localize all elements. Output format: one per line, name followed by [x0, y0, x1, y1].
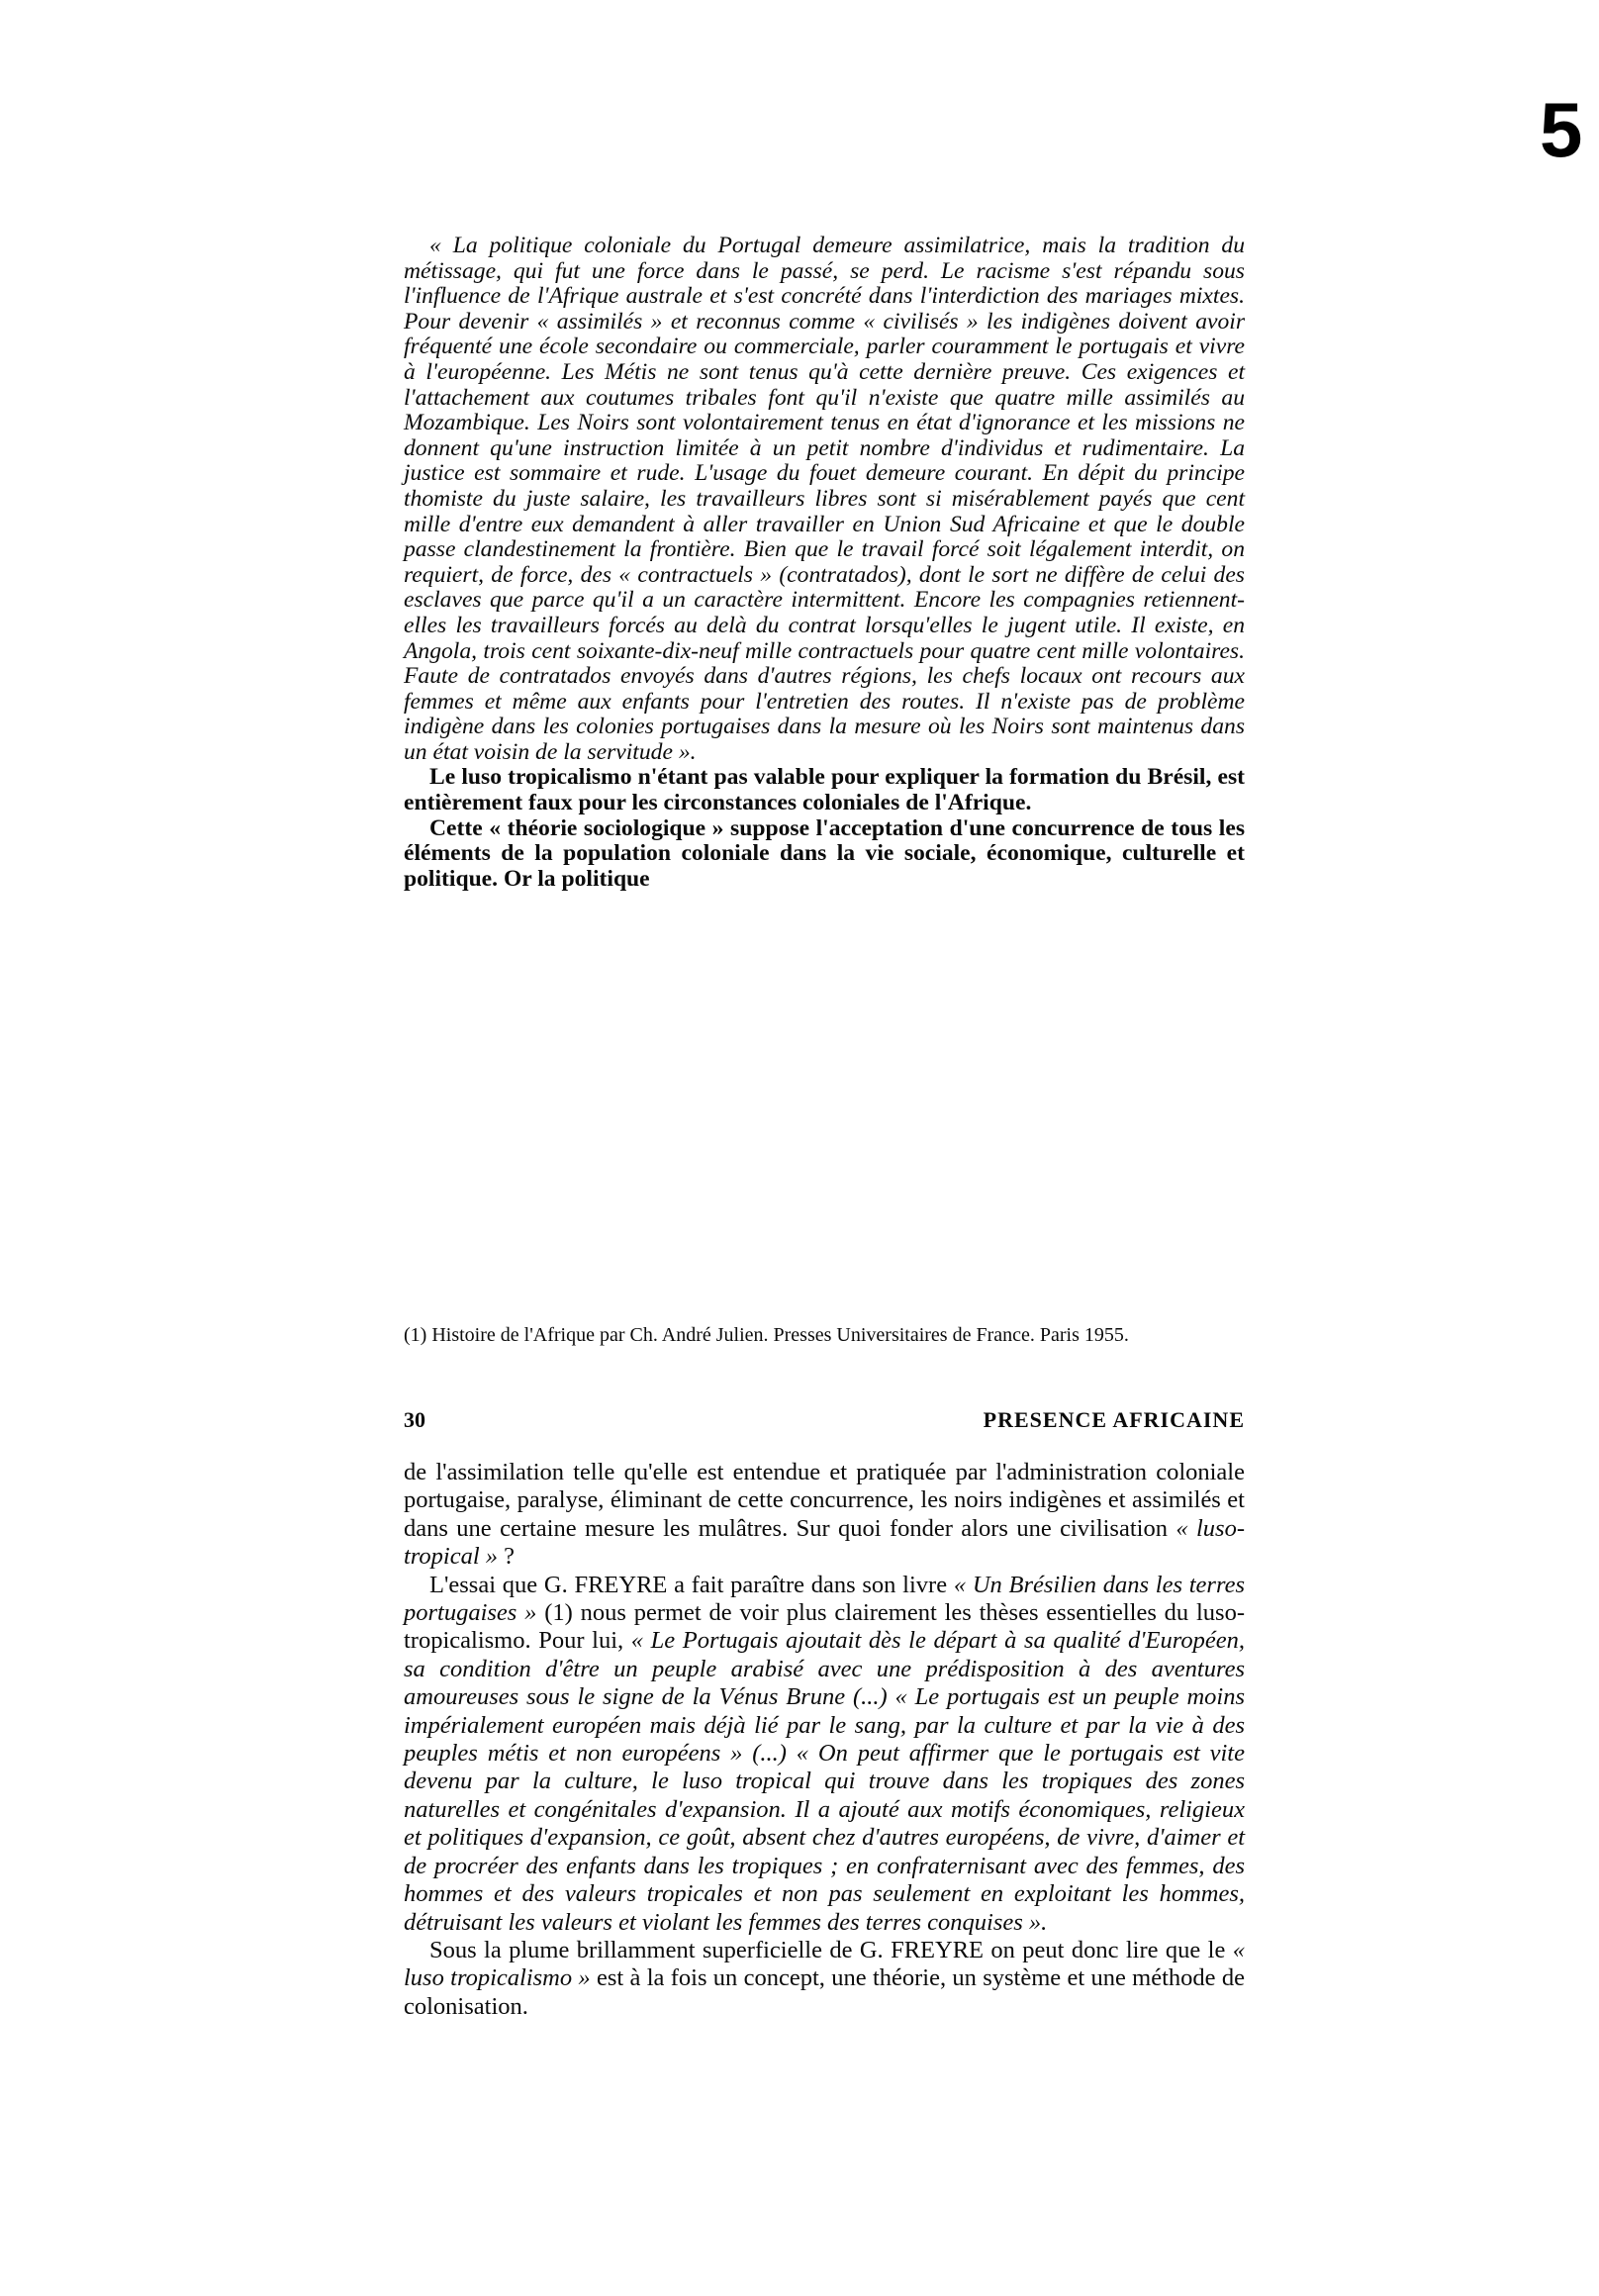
running-head [404, 1407, 1245, 1433]
text-segment: (1) nous permet de voir plus clairement les thèses essentielles du luso-tropicalismo. Pour lui, [404, 1599, 1245, 1655]
emphasis-term: « luso tropicalismo » [404, 1936, 1245, 1992]
text-segment: Sous la plume brillamment superficielle de G. FREYRE on peut donc lire que le [429, 1936, 1233, 1963]
paragraph-luso-tropicalismo: Le luso tropicalismo n'étant pas valable pour expliquer la formation du Brésil, est entièrement faux pour les circonstances coloniales de l'Afrique. [404, 764, 1245, 816]
paragraph-conclusion [404, 1937, 1245, 2021]
paragraph-quote-julien: « La politique coloniale du Portugal demeure assimilatrice, mais la tradition du métissage, qui fut une force dans le passé, se perd. Le racisme s'est répandu sous l'influence de l'Afrique australe et s'est concrété dans l'interdiction des mariages mixtes. Pour devenir « assimilés » et reconnus comme « civilisés » les indigènes doivent avoir fréquenté une école secondaire ou commerciale, parler couramment le portugais et vivre à l'européenne. Les Métis ne sont tenus qu'à cette dernière preuve. Ces exigences et l'attachement aux coutumes tribales font qu'il n'existe que quatre mille assimilés au Mozambique. Les Noirs sont volontairement tenus en état d'ignorance et les missions ne donnent qu'une instruction limitée à un petit nombre d'individus et rudimentaire. La justice est sommaire et rude. L'usage du fouet demeure courant. En dépit du principe thomiste du juste salaire, les travailleurs libres sont si misérablement payés que cent mille d'entre eux demandent à aller travailler en Union Sud Africaine et que le double passe clandestinement la frontière. Bien que le travail forcé soit légalement interdit, on requiert, de force, des « contractuels » (contratados), dont le sort ne diffère de celui des esclaves que parce qu'il a un caractère intermittent. Encore les compagnies retiennent-elles les travailleurs forcés au delà du contrat lorsqu'elles le jugent utile. Il existe, en Angola, trois cent soixante-dix-neuf mille contractuels pour quatre cent mille volontaires. Faute de contratados envoyés dans d'autres régions, les chefs locaux ont recours aux femmes et même aux enfants pour l'entretien des routes. Il n'existe pas de problème indigène dans les colonies portugaises dans la mesure où les Noirs sont maintenus dans un état voisin de la servitude ». [404, 233, 1245, 765]
paragraph-sociological-theory: Cette « théorie sociologique » suppose l'acceptation d'une concurrence de tous les éléments de la population coloniale dans la vie sociale, économique, culturelle et politique. Or la politique [404, 814, 1245, 892]
footnote: (1) Histoire de l'Afrique par Ch. André Julien. Presses Universitaires de France. Paris 1955. [404, 1324, 1129, 1346]
text-segment: de l'assimilation telle qu'elle est entendue et pratiquée par l'administration coloniale portugaise, paralyse, éliminant de cette concurrence, les noirs indigènes et assimilés et dans une certaine mesure les mulâtres. Sur quoi fonder alors une civilisation [404, 1459, 1245, 1542]
text-segment: ? [498, 1543, 516, 1571]
paragraph-assimilation [404, 1459, 1245, 1572]
paragraph-freyre-essay [404, 1572, 1245, 1937]
lower-page-text [404, 1459, 1245, 2021]
journal-title: PRESENCE AFRICAINE [983, 1407, 1245, 1432]
folio: 30 [404, 1407, 425, 1432]
book-title: « Un Brésilien dans les terres portugaises » [404, 1571, 1245, 1627]
text-segment: L'essai que G. FREYRE a fait paraître dans son livre [429, 1571, 954, 1598]
freyre-quote: « Le Portugais ajoutait dès le départ à sa qualité d'Européen, sa condition d'être un peuple arabisé avec une prédisposition à des aventures amoureuses sous le signe de la Vénus Brune (...) « Le portugais est un peuple moins impérialement européen mais déjà lié par le sang, par la culture et par la vie à des peuples métis et non européens » (...) « On peut affirmer que le portugais est vite devenu par la culture, le luso tropical qui trouve dans les tropiques des zones naturelles et congénitales d'expansion. Il a ajouté aux motifs économiques, religieux et politiques d'expansion, ce goût, absent chez d'autres européens, de vivre, d'aimer et de procréer des enfants dans les tropiques ; en confraternisant avec des femmes, des hommes et des valeurs tropicales et non pas seulement en exploitant les hommes, détruisant les valeurs et violant les femmes des terres conquises ». [404, 1627, 1246, 1936]
emphasis-term: « luso-tropical » [404, 1514, 1245, 1571]
page-marker: 5 [1540, 86, 1583, 173]
text-segment: est à la fois un concept, une théorie, un système et une méthode de colonisation. [404, 1964, 1245, 2020]
upper-page-text [404, 234, 1245, 892]
